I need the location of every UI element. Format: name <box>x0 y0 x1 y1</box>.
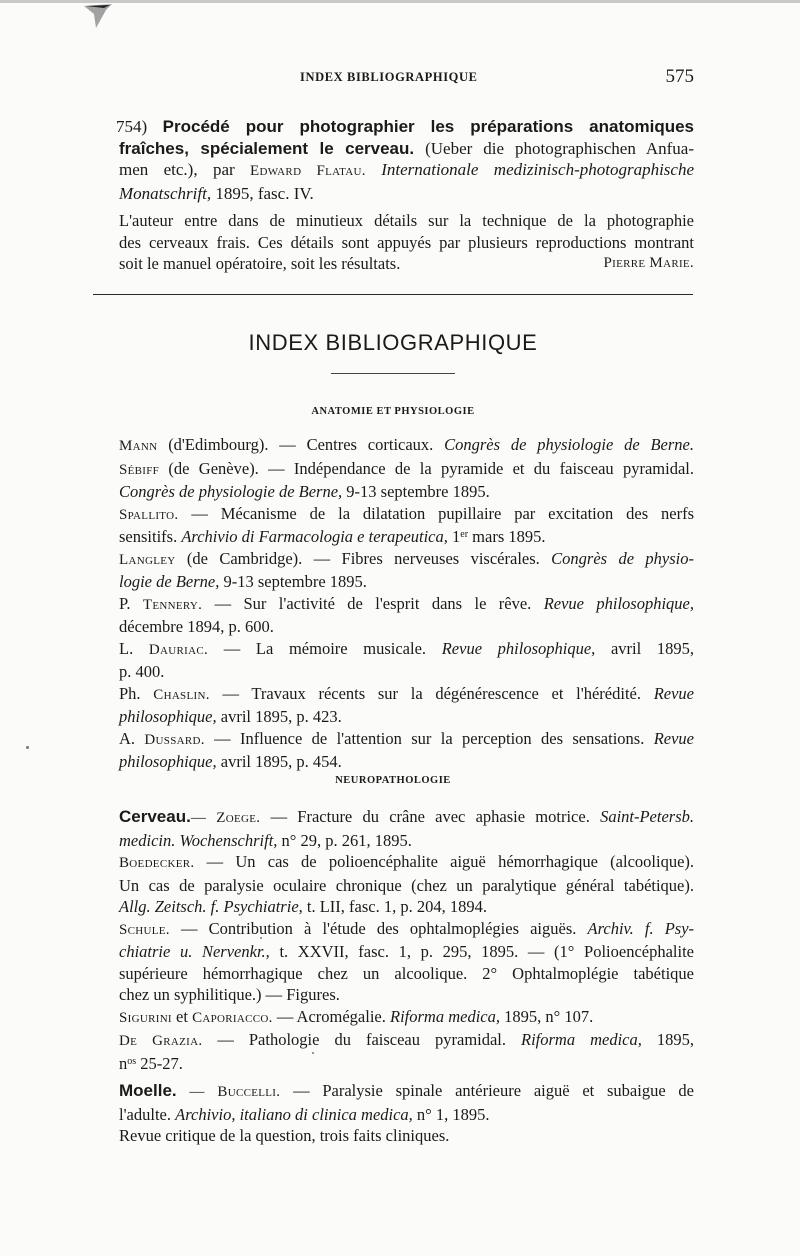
entry-author: Spallito. <box>119 506 179 523</box>
entry-chaslin-line-2 <box>119 706 694 728</box>
review-body-line-1: L'auteur entre dans de minutieux détails sur la technique de la photographie <box>119 211 694 230</box>
entry-text: mars 1895. <box>472 527 546 546</box>
review-number: 754) <box>116 117 148 136</box>
entry-text: n° 1, 1895. <box>416 1104 490 1124</box>
entry-schule-line-3: supérieure hémorrhagique chez un alcoolique. 2° Ophtalmoplégie tabétique <box>119 963 694 983</box>
entry-dauriac-line-2: p. 400. <box>119 662 165 681</box>
review-body-line-2: des cerveaux frais. Ces détails sont appuyés par plusieurs reproductions montrant <box>119 232 694 252</box>
page-number: 575 <box>665 66 694 87</box>
review-author: Edward Flatau. <box>250 163 366 179</box>
section-divider-rule <box>93 294 693 295</box>
entry-journal: Congrès de physio- <box>551 548 695 568</box>
entry-langley-line-2 <box>119 571 694 593</box>
entry-text: 1895, n° 107. <box>504 1006 594 1026</box>
entry-cerveau-line-2 <box>119 830 694 852</box>
review-title-bold-1: Procédé pour photographier les préparations anatomiques <box>162 117 695 136</box>
entry-day: 1 <box>452 527 461 546</box>
review-signature: Pierre Marie. <box>603 255 694 271</box>
entry-journal: Archivio, italiano di clinica medica, <box>175 1104 413 1124</box>
entry-initial: L. <box>119 638 134 658</box>
running-head <box>300 66 694 88</box>
review-line-3 <box>119 159 694 183</box>
entry-text: t. XXVII, fasc. 1, p. 295, 1895. — (1° Polioencéphalite <box>279 942 694 961</box>
entry-text: — Un cas de polioencéphalite aiguë hémorrhagique (alcoolique). <box>206 852 695 871</box>
entry-text: — Contribution à l'étude des ophtalmoplégies aiguës. <box>180 918 577 938</box>
corner-smudge-mark <box>82 2 116 30</box>
entry-journal: medicin. Wochenschrift, <box>119 830 278 850</box>
entry-text: l'adulte. <box>119 1104 171 1124</box>
entry-author: — Buccelli. <box>189 1084 281 1100</box>
entry-text: (de Cambridge). — Fibres nerveuses viscérales. <box>186 548 540 568</box>
entry-dauriac <box>119 638 694 662</box>
entry-text: sensitifs. <box>119 527 178 546</box>
entry-journal: Riforma medica, <box>390 1006 500 1026</box>
section-heading-anatomie-text: ANATOMIE ET PHYSIOLOGIE <box>311 406 475 417</box>
heading-underline <box>331 373 455 374</box>
entry-journal: Congrès de physiologie de Berne. <box>444 435 694 454</box>
neuro-entries <box>119 806 694 1147</box>
index-heading-text: INDEX BIBLIOGRAPHIQUE <box>248 330 538 355</box>
entry-mann <box>119 434 694 458</box>
entry-author: — Zoege. <box>190 810 261 826</box>
paper-speck <box>26 746 29 749</box>
review-body <box>119 210 694 275</box>
entry-schule <box>119 918 694 942</box>
entry-text: avril 1895, p. 454. <box>220 752 342 771</box>
entry-sup: er <box>460 529 469 540</box>
entry-author: Langley <box>119 551 176 568</box>
entry-text: — Mécanisme de la dilatation pupillaire par excitation des nerfs <box>191 503 695 523</box>
entry-text: n° 29, p. 261, 1895. <box>281 830 412 850</box>
entry-spallito-line-2 <box>119 526 694 548</box>
entry-journal: Saint-Petersb. <box>600 807 695 826</box>
entry-journal: Revue philosophique, <box>441 638 596 658</box>
section-heading-anatomie <box>0 406 800 417</box>
paper-speck <box>312 1052 314 1054</box>
entry-text: 1895, <box>656 1030 694 1049</box>
entry-journal: philosophique, <box>119 707 217 726</box>
entry-boedecker <box>119 851 694 875</box>
entry-boedecker-line-2: Un cas de paralysie oculaire chronique (chez un paralytique général tabétique). <box>119 875 694 895</box>
review-title-rest: (Ueber die photographischen Anfua- <box>425 138 694 158</box>
entry-cerveau <box>119 806 694 830</box>
entry-author: Tennery. <box>142 596 203 613</box>
entry-tennery <box>119 593 694 617</box>
entry-sigurini <box>119 1006 694 1030</box>
entry-tennery-line-2: décembre 1894, p. 600. <box>119 617 274 636</box>
review-journal: Internationale medizinisch-photographische <box>381 160 694 179</box>
entry-journal: logie de Berne, <box>119 572 220 591</box>
entry-journal: chiatrie u. Nervenkr., <box>119 942 270 961</box>
entry-text: — Fracture du crâne avec aphasie motrice. <box>270 807 590 826</box>
entry-journal: Revue philosophique, <box>543 593 694 613</box>
section-heading-neuro <box>0 775 800 786</box>
entry-text: — Influence de l'attention sur la perception des sensations. <box>214 728 645 748</box>
entry-text: et <box>176 1006 188 1026</box>
review-title-line-1 <box>116 116 694 138</box>
entry-journal: Archiv. f. Psy- <box>587 918 695 938</box>
review-issue: 1895, fasc. IV. <box>215 183 314 203</box>
section-heading-neuro-text: NEUROPATHOLOGIE <box>335 775 451 786</box>
entry-text: avril 1895, <box>610 638 695 658</box>
index-heading <box>0 330 800 356</box>
entry-boedecker-line-3 <box>119 896 694 918</box>
entry-text: 9-13 septembre 1895. <box>346 482 490 501</box>
entry-initial: Ph. <box>119 683 141 703</box>
entry-degrazia-line-2 <box>119 1053 694 1075</box>
entry-author: Caporiacco. <box>192 1009 273 1026</box>
entry-author: Schule. <box>119 921 170 938</box>
entry-text: 9-13 septembre 1895. <box>223 572 367 591</box>
entry-moelle-line-3: Revue critique de la question, trois faits cliniques. <box>119 1126 450 1145</box>
entry-text: — Travaux récents sur la dégénérescence et l'hérédité. <box>222 683 641 703</box>
entry-initial: A. <box>119 728 136 748</box>
entry-heading: Moelle. <box>119 1081 177 1100</box>
entry-text: (de Genève). — Indépendance de la pyramide et du faisceau pyramidal. <box>168 458 694 478</box>
entry-degrazia <box>119 1029 694 1053</box>
entry-author: Sébiff <box>119 461 160 478</box>
entry-chaslin <box>119 683 694 707</box>
entry-author: Boedecker. <box>119 855 195 871</box>
entry-text: — Acromégalie. <box>276 1006 386 1026</box>
entry-author: Sigurini <box>119 1009 172 1026</box>
entry-author: Dussard. <box>144 731 205 748</box>
entry-author: Chaslin. <box>153 686 210 703</box>
entry-journal: Archivio di Farmacologia e terapeutica, <box>181 527 448 546</box>
review-entry <box>116 116 695 204</box>
entry-text: t. LII, fasc. 1, p. 204, 1894. <box>306 897 487 916</box>
running-title: INDEX BIBLIOGRAPHIQUE <box>300 70 478 84</box>
entry-journal: philosophique, <box>119 752 217 771</box>
entry-spallito <box>119 503 694 527</box>
review-body-line-3-text: soit le manuel opératoire, soit les résultats. <box>119 254 401 273</box>
entry-text: avril 1895, p. 423. <box>220 707 342 726</box>
entry-journal: Congrès de physiologie de Berne, <box>119 482 343 501</box>
page-top-edge <box>0 0 800 3</box>
entry-journal: Allg. Zeitsch. f. Psychiatrie, <box>119 897 303 916</box>
review-title-bold-2: fraîches, spécialement le cerveau. <box>119 138 415 158</box>
entry-sup: os <box>127 1055 137 1067</box>
entry-text: — Paralysie spinale antérieure aiguë et subaigue de <box>293 1081 695 1100</box>
entry-text: — Sur l'activité de l'esprit dans le rêve. <box>214 593 532 613</box>
entry-journal: Revue <box>653 728 694 748</box>
entry-author: Mann <box>119 438 158 454</box>
entry-author: De Grazia. <box>119 1033 203 1049</box>
entry-author: Dauriac. <box>148 641 209 658</box>
review-journal-2: Monatschrift, <box>119 183 212 203</box>
entry-moelle <box>119 1080 694 1104</box>
entry-text: — Pathologie du faisceau pyramidal. <box>217 1030 507 1049</box>
entry-sebiff <box>119 458 694 482</box>
entry-text: n <box>119 1053 128 1073</box>
entry-text: — La mémoire musicale. <box>223 638 427 658</box>
entry-dussard <box>119 728 694 752</box>
entry-heading: Cerveau. <box>119 807 191 826</box>
review-title-line-2 <box>119 138 694 160</box>
paper-speck <box>260 937 262 939</box>
entry-text: (d'Edimbourg). — Centres corticaux. <box>168 435 434 454</box>
review-body-line-3 <box>119 253 694 275</box>
entry-text: 25-27. <box>140 1053 183 1073</box>
entry-journal: Revue <box>653 683 694 703</box>
review-line-4 <box>119 183 694 205</box>
entry-dussard-line-2 <box>119 751 694 773</box>
entry-sebiff-line-2 <box>119 481 694 503</box>
entry-journal: Riforma medica, <box>521 1030 642 1049</box>
entry-langley <box>119 548 694 572</box>
entry-moelle-line-2 <box>119 1104 694 1126</box>
entry-schule-line-4: chez un syphilitique.) — Figures. <box>119 985 340 1004</box>
anatomie-entries <box>119 434 694 773</box>
review-line3-text: men etc.), par <box>119 160 235 179</box>
entry-schule-line-2 <box>119 941 694 963</box>
entry-initial: P. <box>119 593 131 613</box>
